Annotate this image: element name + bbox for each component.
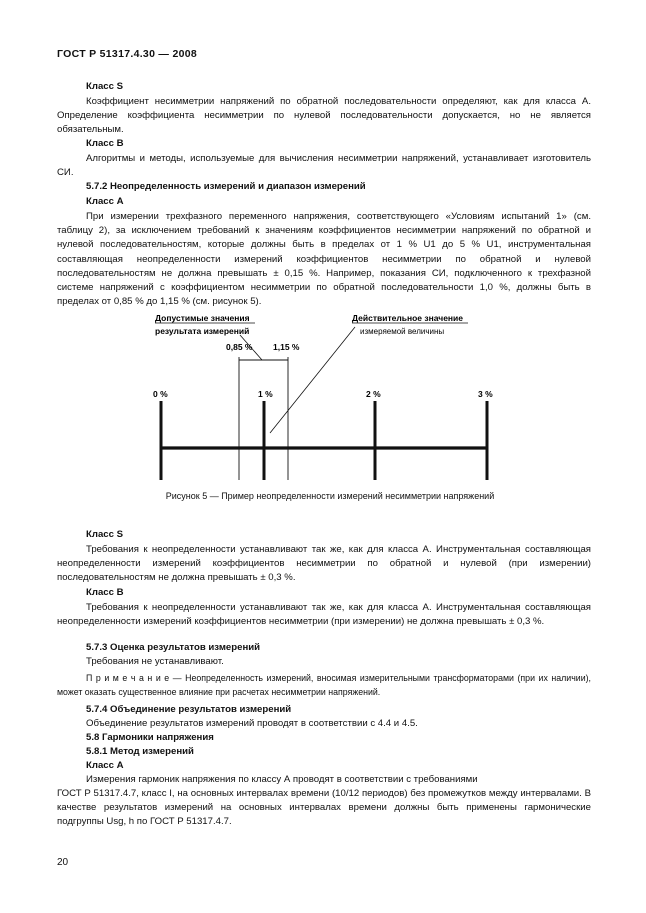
section-5-7-2: 5.7.2 Неопределенность измерений и диапазон измерений	[86, 181, 366, 192]
figure-caption: Рисунок 5 — Пример неопределенности измерений несимметрии напряжений	[165, 491, 495, 501]
section-5-7-3: 5.7.3 Оценка результатов измерений	[86, 642, 261, 653]
paragraph-no-requirements: Требования не устанавливают.	[86, 656, 224, 667]
tick-label-1: 1 %	[258, 389, 273, 399]
page-header: ГОСТ Р 51317.4.30 — 2008	[57, 48, 197, 60]
paragraph-class-a-2-line1: Измерения гармоник напряжения по классу А проводят в соответствии с требованиями	[86, 774, 478, 785]
section-5-7-4: 5.7.4 Объединение результатов измерений	[86, 704, 292, 715]
tick-label-2: 2 %	[366, 389, 381, 399]
value-lo: 0,85 %	[226, 342, 253, 352]
section-5-8-1: 5.8.1 Метод измерений	[86, 746, 194, 757]
paragraph-class-s-1: Коэффициент несимметрии напряжений по обратной последовательности определяют, как для класса А. Определение коэффициента несимметрии по нулевой последовательности допускается, но не является обязательным.	[57, 96, 591, 136]
class-a-heading-2: Класс А	[86, 760, 124, 771]
paragraph-combining: Объединение результатов измерений проводят в соответствии с 4.4 и 4.5.	[86, 718, 418, 729]
class-s-heading-1: Класс S	[86, 81, 124, 92]
note-label: П р и м е ч а н и е	[86, 673, 170, 683]
class-b-heading-2: Класс В	[86, 587, 124, 598]
label-allowed-line1: Допустимые значения	[155, 313, 250, 323]
label-allowed-line2: результата измерений	[155, 326, 250, 336]
paragraph-class-a-1: При измерении трехфазного переменного напряжения, соответствующего «Условиям испытаний 1» (см. таблицу 2), за исключением требований к значениям коэффициентов несимметрии напряжений по обратной и нулевой последовательностям, которые должны быть в пределах от 1 % U1 до 5 % U1, инструментальная составляющая неопределенности измерений коэффициентов несимметрии по обратной и нулевой последовательностям не должна превышать ± 0,15 %. Например, показания СИ, подключенного к трехфазной системе напряжений с коэффициентом несимметрии по обратной последовательности 1,0 %, должны быть в пределах от 0,85 % до 1,15 % (см. рисунок 5).	[57, 211, 591, 308]
class-b-heading-1: Класс В	[86, 138, 124, 149]
class-s-heading-2: Класс S	[86, 529, 124, 540]
note	[57, 672, 591, 699]
class-a-heading-1: Класс А	[86, 196, 124, 207]
page-number: 20	[57, 857, 69, 868]
tick-label-3: 3 %	[478, 389, 493, 399]
tick-label-0: 0 %	[153, 389, 168, 399]
paragraph-class-b-2: Требования к неопределенности устанавливают так же, как для класса А. Инструментальная составляющая неопределенности измерений коэффициентов несимметрии (при измерении) не должна превышать ± 0,3 %.	[57, 602, 591, 628]
paragraph-class-b-1: Алгоритмы и методы, используемые для вычисления несимметрии напряжений, устанавливает изготовитель СИ.	[57, 153, 591, 179]
value-hi: 1,15 %	[273, 342, 300, 352]
label-actual-line2: измеряемой величины	[360, 327, 445, 336]
paragraph-class-s-2: Требования к неопределенности устанавливают так же, как для класса А. Инструментальная составляющая неопределенности измерений коэффициентов несимметрии по обратной и нулевой (при измерении) последовательностям не должна превышать ± 0,3 %.	[57, 544, 591, 584]
section-5-8: 5.8 Гармоники напряжения	[86, 732, 214, 743]
paragraph-class-a-2-rest: ГОСТ Р 51317.4.7, класс I, на основных интервалах времени (10/12 периодов) без промежутков между интервалами. В качестве результатов измерений на основных интервалах времени должны быть применены гармонические подгруппы Usg, h по ГОСТ Р 51317.4.7.	[57, 788, 591, 828]
note-text: — Неопределенность измерений, вносимая измерительными трансформаторами (при их наличии), может оказать существенное влияние при расчетах несимметрии напряжений.	[57, 673, 591, 697]
figure-5	[140, 305, 510, 490]
label-actual-line1: Действительное значение	[352, 313, 464, 323]
